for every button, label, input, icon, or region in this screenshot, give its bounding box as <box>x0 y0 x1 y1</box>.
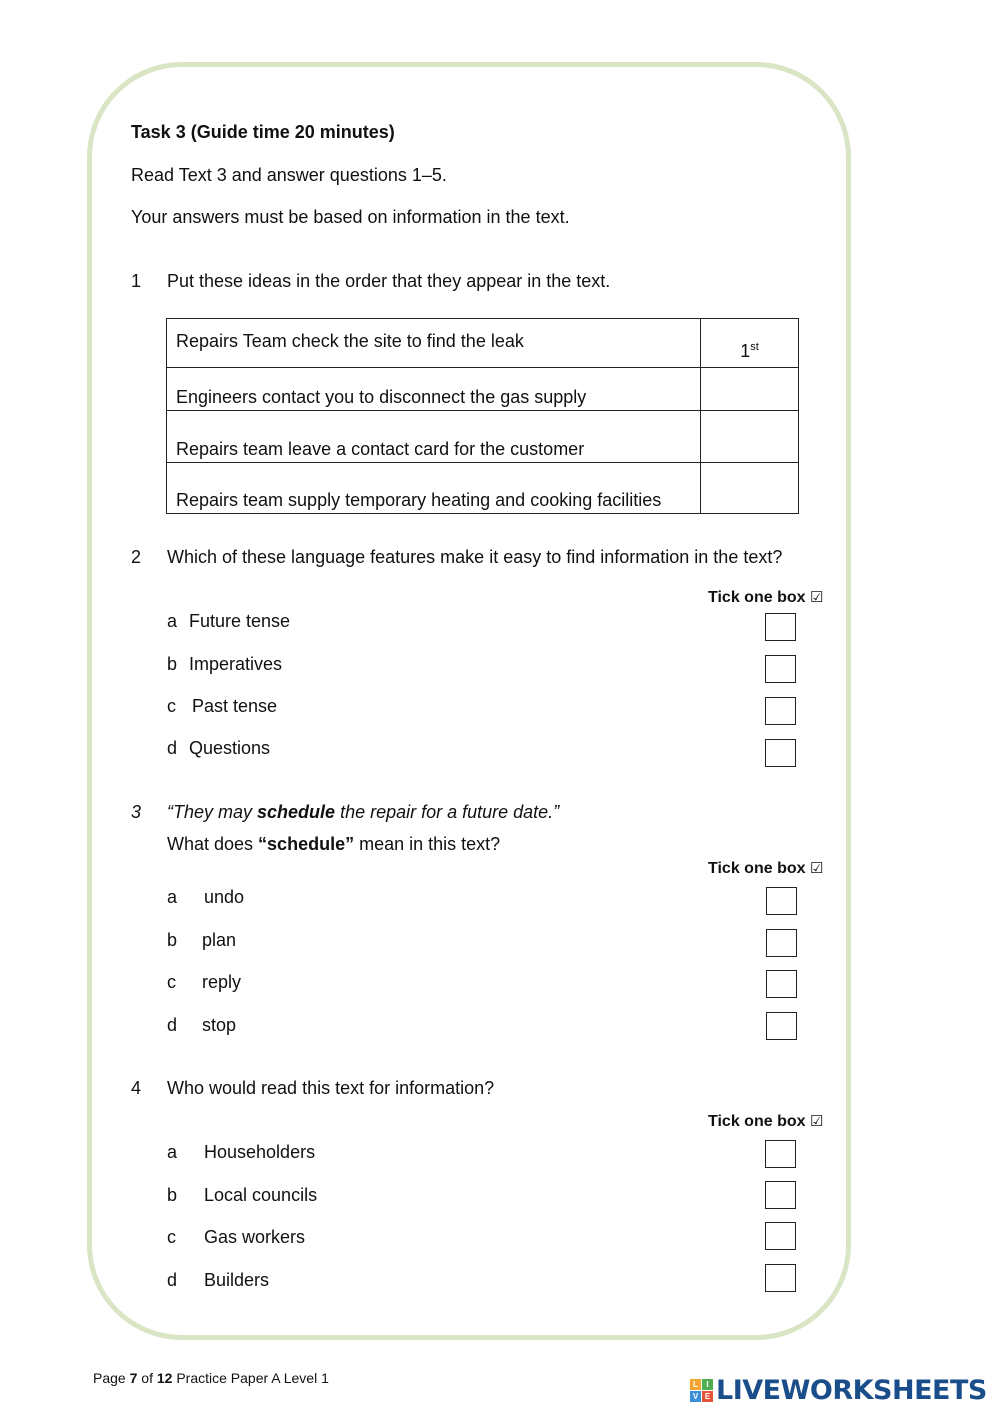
footer-page-current: 7 <box>129 1370 138 1386</box>
q2-option-b-checkbox[interactable] <box>765 655 796 683</box>
table-row <box>167 319 799 368</box>
q2-prompt: Which of these language features make it easy to find information in the text? <box>167 547 783 567</box>
q3-option-text: stop <box>202 1015 237 1035</box>
task-intro: Read Text 3 and answer questions 1–5. <box>131 165 447 185</box>
liveworksheets-icon <box>690 1379 713 1402</box>
q4-option-c-checkbox[interactable] <box>765 1222 796 1250</box>
q2-option-letter: c <box>167 696 176 716</box>
tick-label: Tick one box <box>708 860 806 877</box>
order-item-text: Repairs Team check the site to find the leak <box>167 319 701 368</box>
q3-prompt-keyword: “schedule” <box>258 834 355 854</box>
logo-icon-letter: I <box>702 1379 713 1390</box>
order-rank-cell[interactable] <box>701 368 799 411</box>
q4-option-a-checkbox[interactable] <box>765 1140 796 1168</box>
order-rank-suffix: st <box>750 341 759 353</box>
q4-option-text: Householders <box>204 1142 316 1162</box>
checkbox-icon: ☑ <box>809 860 824 877</box>
q3-tick-header <box>708 859 823 878</box>
q2-option-d-checkbox[interactable] <box>765 739 796 767</box>
q2-option-letter: d <box>167 738 178 758</box>
q3-quote-start: “They may <box>167 802 258 822</box>
logo-icon-letter: V <box>690 1391 701 1402</box>
q3-number: 3 <box>131 802 142 822</box>
q2-option-text: Past tense <box>192 696 278 716</box>
q3-option-b-checkbox[interactable] <box>766 929 797 957</box>
q3-option-d-checkbox[interactable] <box>766 1012 797 1040</box>
q2-option-text: Imperatives <box>189 654 283 674</box>
q3-option-letter: d <box>167 1015 178 1035</box>
q2-option-a-checkbox[interactable] <box>765 613 796 641</box>
q2-option-text: Questions <box>189 738 271 758</box>
q4-tick-header <box>708 1112 823 1131</box>
q2-tick-header <box>708 588 823 607</box>
q4-option-letter: b <box>167 1185 178 1205</box>
task-instruction: Your answers must be based on information in the text. <box>131 207 570 227</box>
q4-option-letter: c <box>167 1227 176 1247</box>
q3-quote-keyword: schedule <box>257 802 336 822</box>
q4-option-text: Builders <box>204 1270 270 1290</box>
q2-option-c-checkbox[interactable] <box>765 697 796 725</box>
q2-option-letter: a <box>167 611 178 631</box>
q4-option-text: Local councils <box>204 1185 318 1205</box>
q3-option-letter: a <box>167 887 178 907</box>
q4-option-text: Gas workers <box>204 1227 306 1247</box>
liveworksheets-logo[interactable] <box>690 1372 987 1408</box>
q4-option-b-checkbox[interactable] <box>765 1181 796 1209</box>
q3-option-text: undo <box>204 887 245 907</box>
q4-option-letter: d <box>167 1270 178 1290</box>
q3-option-c-checkbox[interactable] <box>766 970 797 998</box>
order-rank: 1 <box>740 341 751 361</box>
q3-prompt-end: mean in this text? <box>354 834 501 854</box>
task-heading: Task 3 (Guide time 20 minutes) <box>131 122 395 142</box>
order-rank-cell[interactable] <box>701 463 799 514</box>
q2-option-text: Future tense <box>189 611 291 631</box>
order-rank-cell[interactable] <box>701 319 799 368</box>
order-item-text: Repairs team supply temporary heating and cooking facilities <box>167 463 701 514</box>
q1-number: 1 <box>131 271 142 291</box>
footer-page-label: Page <box>93 1370 130 1386</box>
q3-option-text: reply <box>202 972 242 992</box>
q4-prompt: Who would read this text for information? <box>167 1078 495 1098</box>
order-item-text: Engineers contact you to disconnect the gas supply <box>167 368 701 411</box>
q3-quote-end: the repair for a future date.” <box>335 802 560 822</box>
q3-option-text: plan <box>202 930 237 950</box>
q4-number: 4 <box>131 1078 142 1098</box>
logo-icon-letter: L <box>690 1379 701 1390</box>
order-rank-cell[interactable] <box>701 411 799 463</box>
footer-page-total: 12 <box>156 1370 173 1386</box>
tick-label: Tick one box <box>708 589 806 606</box>
q2-option-letter: b <box>167 654 178 674</box>
tick-label: Tick one box <box>708 1113 806 1130</box>
q3-quote <box>167 802 559 823</box>
order-item-text: Repairs team leave a contact card for the customer <box>167 411 701 463</box>
page-footer <box>93 1370 329 1386</box>
table-row <box>167 463 799 514</box>
checkbox-icon: ☑ <box>809 589 824 606</box>
q4-option-d-checkbox[interactable] <box>765 1264 796 1292</box>
liveworksheets-wordmark: LIVEWORKSHEETS <box>716 1374 987 1406</box>
checkbox-icon: ☑ <box>809 1113 824 1130</box>
logo-icon-letter: E <box>702 1391 713 1402</box>
q2-number: 2 <box>131 547 142 567</box>
table-row <box>167 368 799 411</box>
table-row <box>167 411 799 463</box>
q3-option-a-checkbox[interactable] <box>766 887 797 915</box>
q4-option-letter: a <box>167 1142 178 1162</box>
footer-of-label: of <box>137 1370 157 1386</box>
q3-prompt <box>167 834 500 855</box>
q3-option-letter: c <box>167 972 176 992</box>
footer-paper-title: Practice Paper A Level 1 <box>172 1370 329 1386</box>
q3-option-letter: b <box>167 930 178 950</box>
q3-prompt-start: What does <box>167 834 259 854</box>
q1-prompt: Put these ideas in the order that they appear in the text. <box>167 271 611 291</box>
order-table <box>166 318 799 514</box>
